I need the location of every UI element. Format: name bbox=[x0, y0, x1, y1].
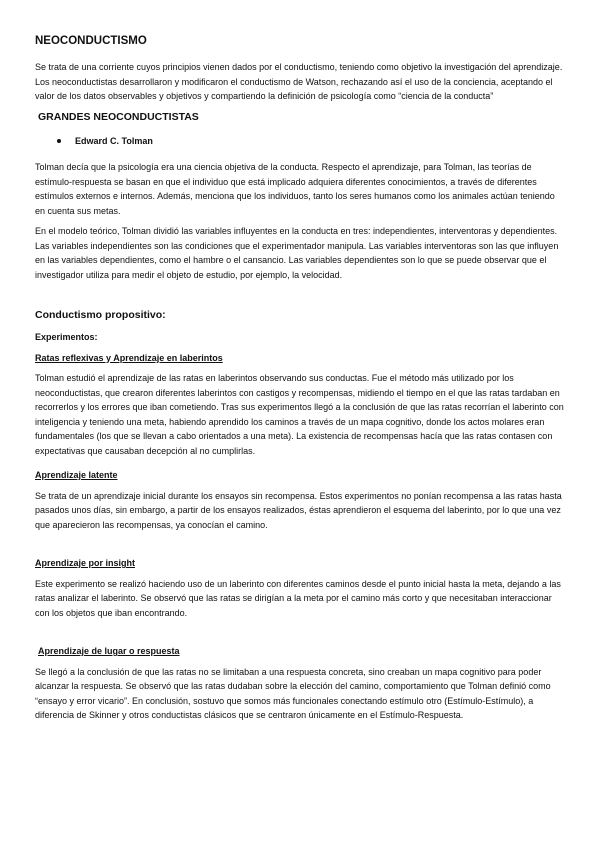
intro-paragraph: Se trata de una corriente cuyos principios vienen dados por el conductismo, teniendo como objetivo la investigación del aprendizaje. Los neoconductistas desarrollaron y modificaron el conductismo de Watson, rechazando así el uso de la conciencia, aceptando el valor de los datos observables y objetivos y compartiendo la definición de psicología como “ciencia de la conducta” bbox=[35, 62, 563, 101]
tolman-paragraph-2: En el modelo teórico, Tolman dividió las variables influyentes en la conducta en tres: independientes, interventoras y dependientes. Las variables independientes son las condiciones que el experimentador manipula. Las variables interventoras son las que influyen en las variables dependientes, como el hambre o el cansancio. Las variables dependientes son lo que se puede observar que el investigador utiliza para medir el objeto de estudio, por ejemplo, la velocidad. bbox=[35, 226, 559, 280]
bullet-item-tolman bbox=[57, 134, 565, 149]
paragraph-ratas-reflexivas: Tolman estudió el aprendizaje de las ratas en laberintos observando sus conductas. Fue el método más utilizado por los neoconductistas, que crearon diferentes laberintos con castigos y recompensas, midiendo el tiempo en el que las ratas tardaban en recorrerlos y los errores que iban cometiendo. Tras sus experimentos llegó a la conclusión de que las ratas recorrían el laberinto con inteligencia y teniendo una meta, habiendo aprendido los caminos a través de un mapa cognitivo, donde los actos molares eran fundamentales (los que se llevan a cabo orientados a una meta). La existencia de recompensas hacía que las ratas contasen con expectativas que causaban decepción al no cumplirlas. bbox=[35, 373, 564, 456]
tolman-paragraph-1: Tolman decía que la psicología era una ciencia objetiva de la conducta. Respecto el aprendizaje, para Tolman, las teorías de estímulo-respuesta se basan en que el individuo que está implicado adquiera diferentes conocimientos, a través de diferentes estímulos externos e internos. Además, menciona que los individuos, tanto los seres humanos como los animales actúan teniendo en cuenta sus metas. bbox=[35, 162, 555, 216]
conductismo-propositivo-heading: Conductismo propositivo: bbox=[35, 309, 166, 321]
subheading-aprendizaje-lugar: Aprendizaje de lugar o respuesta bbox=[38, 646, 180, 656]
subheading-aprendizaje-insight: Aprendizaje por insight bbox=[35, 558, 136, 568]
paragraph-aprendizaje-latente: Se trata de un aprendizaje inicial durante los ensayos sin recompensa. Estos experimentos no ponían recompensa a las ratas hasta pasados unos días, sin embargo, a partir de los ensayos realizados, éstas aprendieron el esquema del laberinto, por lo que una vez que aparecieron las recompensas, ya conocían el camino. bbox=[35, 490, 562, 530]
document-title: NEOCONDUCTISMO bbox=[35, 35, 147, 47]
bullet-icon bbox=[57, 139, 61, 143]
paragraph-aprendizaje-lugar: Se llegó a la conclusión de que las ratas no se limitaban a una respuesta concreta, sino creaban un mapa cognitivo para poder alcanzar la respuesta. Se observó que las ratas dudaban sobre la elección del camino, comportamiento que Tolman definió como “ensayo y error vicario”. En conclusión, sostuvo que somos más funcionales conectando estímulo otro (Estímulo-Estímulo), a diferencia de Skinner y otros conductistas clásicos que se centraron únicamente en el Estímulo-Respuesta. bbox=[35, 666, 551, 720]
bullet-label: Edward C. Tolman bbox=[75, 135, 153, 146]
subheading-aprendizaje-latente: Aprendizaje latente bbox=[35, 470, 118, 480]
experimentos-label: Experimentos: bbox=[35, 332, 98, 342]
paragraph-aprendizaje-insight: Este experimento se realizó haciendo uso de un laberinto con diferentes caminos desde el punto inicial hasta la meta, dejando a las ratas analizar el laberinto. Se observó que las ratas se dirigían a la meta por el camino más corto y que necesitaban interaccionar con los objetos que iban encontrando. bbox=[35, 578, 561, 618]
document-page bbox=[35, 34, 565, 723]
subheading-ratas-reflexivas: Ratas reflexivas y Aprendizaje en laberintos bbox=[35, 352, 223, 363]
section-heading-neoconductistas: GRANDES NEOCONDUCTISTAS bbox=[38, 110, 199, 123]
